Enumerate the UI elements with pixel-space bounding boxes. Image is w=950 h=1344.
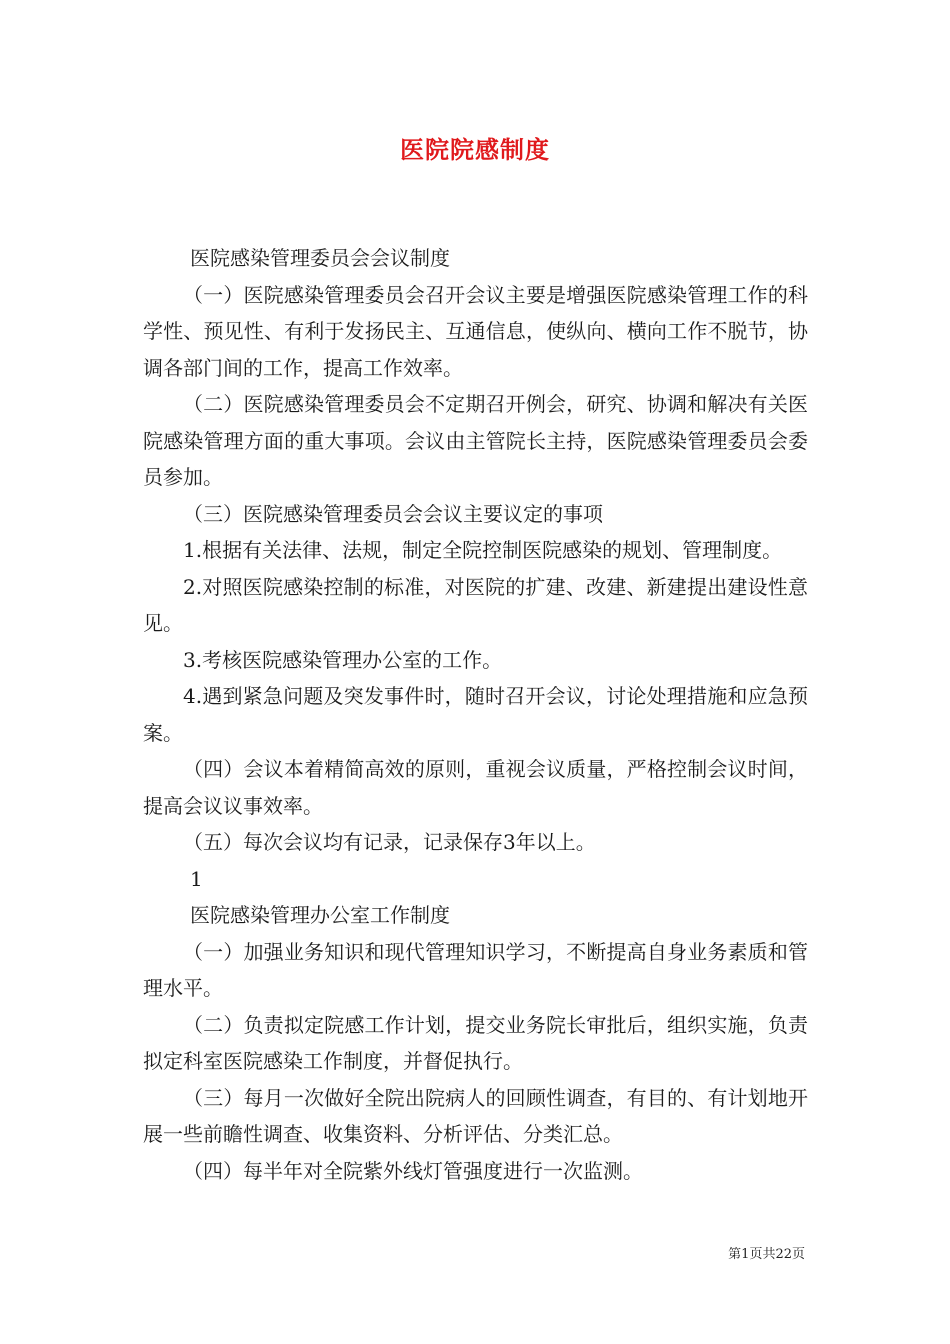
paragraph: （二）负责拟定院感工作计划，提交业务院长审批后，组织实施，负责拟定科室医院感染工作制度，并督促执行。 [143, 1012, 808, 1073]
paragraph: 4.遇到紧急问题及突发事件时，随时召开会议，讨论处理措施和应急预案。 [143, 684, 808, 745]
paragraph: 3.考核医院感染管理办公室的工作。 [183, 647, 503, 672]
paragraph: （四）会议本着精简高效的原则，重视会议质量，严格控制会议时间，提高会议议事效率。 [143, 757, 808, 818]
paragraph: （五）每次会议均有记录，记录保存3年以上。 [183, 830, 596, 854]
paragraph: （三）医院感染管理委员会会议主要议定的事项 [183, 501, 603, 526]
document-body [143, 240, 808, 1189]
page-footer: 第1页共22页 [728, 1247, 805, 1262]
paragraph: （一）加强业务知识和现代管理知识学习，不断提高自身业务素质和管理水平。 [143, 939, 808, 1000]
section-number: 1 [190, 866, 203, 891]
paragraph: （四）每半年对全院紫外线灯管强度进行一次监测。 [183, 1158, 643, 1183]
paragraph: 1.根据有关法律、法规，制定全院控制医院感染的规划、管理制度。 [183, 538, 783, 562]
paragraph: （三）每月一次做好全院出院病人的回顾性调查，有目的、有计划地开展一些前瞻性调查、收集资料、分析评估、分类汇总。 [143, 1085, 808, 1146]
paragraph: 2.对照医院感染控制的标准，对医院的扩建、改建、新建提出建设性意见。 [143, 574, 808, 635]
section-heading: 医院感染管理委员会会议制度 [190, 246, 450, 270]
section-heading: 医院感染管理办公室工作制度 [190, 903, 450, 927]
paragraph: （二）医院感染管理委员会不定期召开例会，研究、协调和解决有关医院感染管理方面的重大事项。会议由主管院长主持，医院感染管理委员会委员参加。 [143, 392, 808, 489]
document-title: 医院院感制度 [400, 135, 550, 164]
paragraph: （一）医院感染管理委员会召开会议主要是增强医院感染管理工作的科学性、预见性、有利于发扬民主、互通信息，使纵向、横向工作不脱节，协调各部门间的工作，提高工作效率。 [143, 282, 808, 380]
